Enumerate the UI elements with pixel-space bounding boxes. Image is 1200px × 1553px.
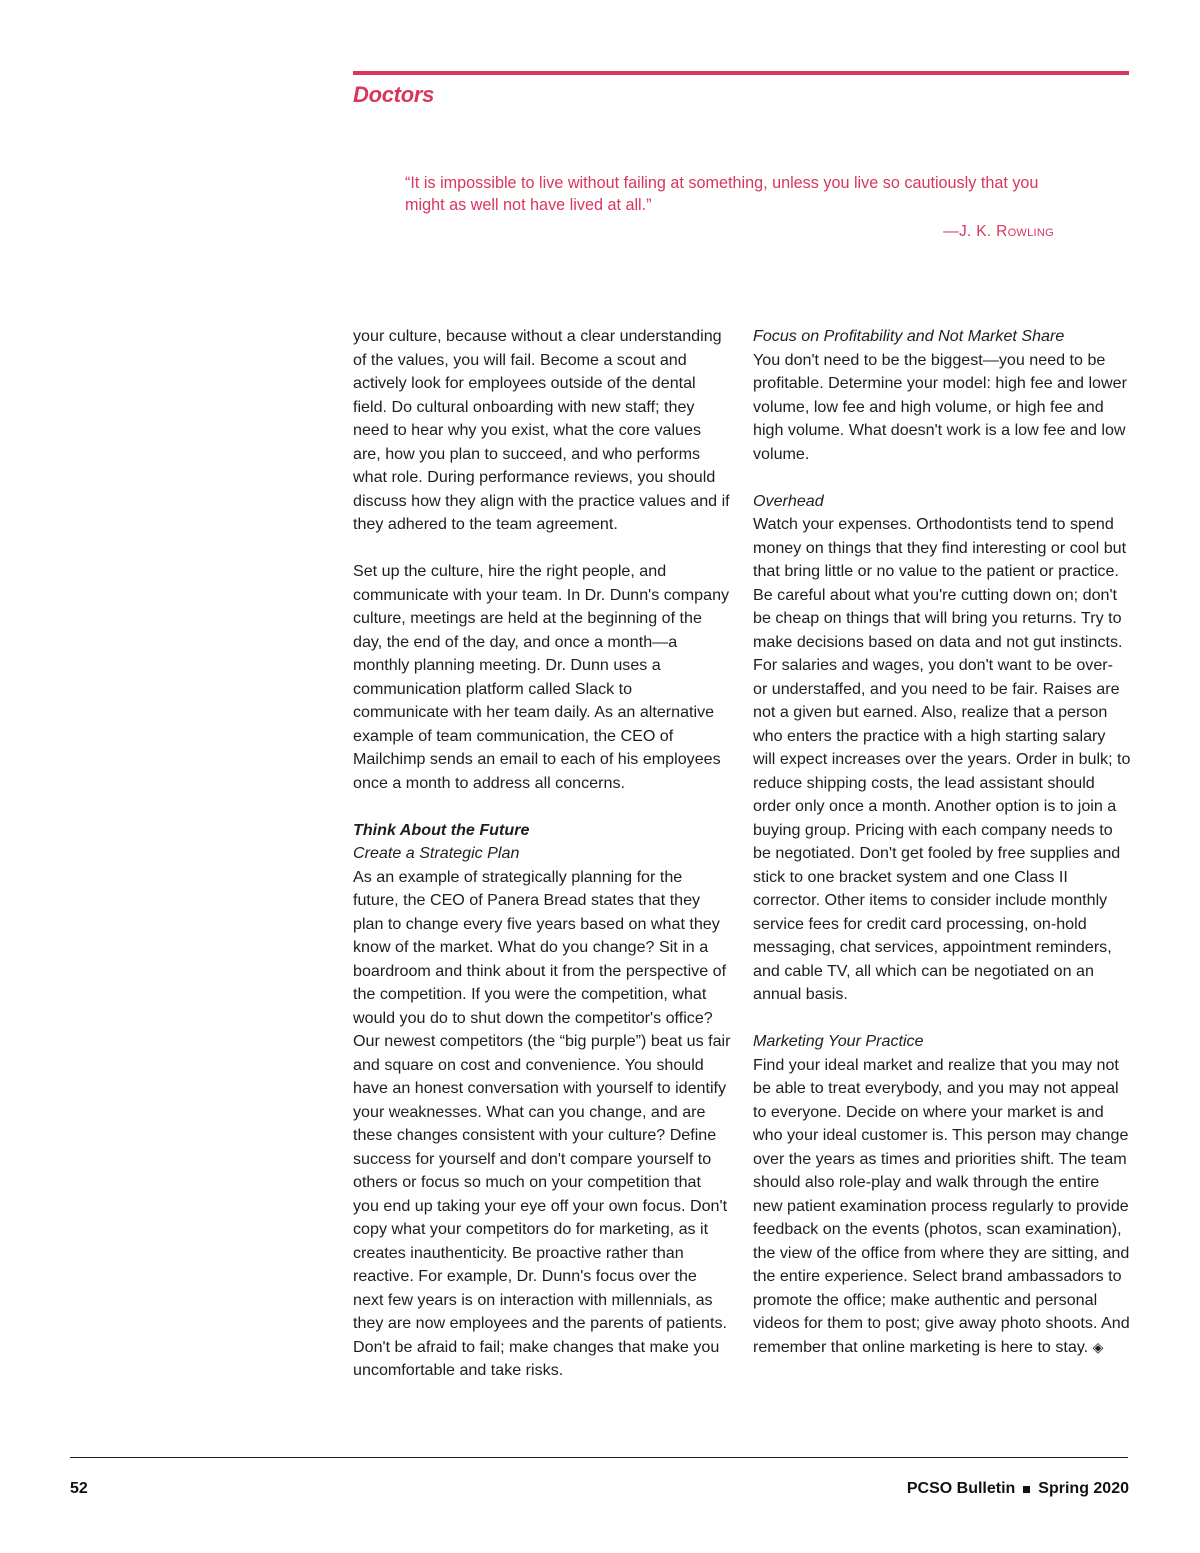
body-paragraph: Watch your expenses. Orthodontists tend to spend money on things that they find interesting or cool but that bring little or no value to the patient or practice. Be careful about what you're cutting down on; don't be cheap on things that will bring you returns. Try to make decisions based on data and not gut instincts. For salaries and wages, you don't want to be over- or understaffed, and you need to be fair. Raises are not a given but earned. Also, realize that a person who enters the practice with a high starting salary will expect increases over the years. Order in bulk; to reduce shipping costs, the lead assistant should order only once a month. Another option is to join a buying group. Pricing with each company needs to be negotiated. Don't get fooled by free supplies and stick to one bracket system and one Class II corrector. Other items to consider include monthly service fees for credit card processing, on-hold messaging, chat services, appointment reminders, and cable TV, all which can be negotiated on an annual basis.	[753, 515, 1131, 1003]
subheading: Marketing Your Practice	[753, 1032, 924, 1050]
body-paragraph: Set up the culture, hire the right people, and communicate with your team. In Dr. Dunn's company culture, meetings are held at the beginning of the day, the end of the day, and once a month—a monthly planning meeting. Dr. Dunn uses a communication platform called Slack to communicate with her team daily. As an alternative example of team communication, the CEO of Mailchimp sends an email to each of his employees once a month to address all concerns.	[353, 562, 730, 792]
pull-quote: “It is impossible to live without failing at something, unless you live so cautiously that you might as well not have lived at all.”	[405, 174, 1039, 214]
body-paragraph: As an example of strategically planning for the future, the CEO of Panera Bread states that they plan to change every five years based on what they know of the market. What do you change? Sit in a boardroom and think about it from the perspective of the competition. If you were the competition, what would you do to shut down the competitor's office? Our newest competitors (the “big purple”) beat us fair and square on cost and convenience. You should have an honest conversation with yourself to identify your weaknesses. What can you change, and are these changes consistent with your culture? Define success for yourself and don't compare yourself to others or focus so much on your competition that you end up taking your eye off your own focus. Don't copy what your competitors do for marketing, as it creates inauthenticity. Be proactive rather than reactive. For example, Dr. Dunn's focus over the next few years is on interaction with millennials, as they are now employees and the parents of patients. Don't be afraid to fail; make changes that make you uncomfortable and take risks.	[353, 867, 731, 1379]
article-column-left	[353, 325, 731, 1383]
section-top-rule	[353, 71, 1129, 75]
section-title: Doctors	[353, 82, 435, 107]
section-heading: Think About the Future	[353, 820, 530, 839]
publication-name: PCSO Bulletin	[906, 1480, 1016, 1497]
square-separator-icon	[1023, 1486, 1030, 1493]
body-paragraph	[753, 1054, 1131, 1360]
page-number: 52	[70, 1480, 88, 1497]
article-column-right	[753, 325, 1131, 1359]
subheading: Focus on Profitability and Not Market Share	[753, 327, 1065, 345]
body-paragraph-text: Find your ideal market and realize that you may not be able to treat everybody, and you may not appeal to everyone. Decide on where your market is and who your ideal customer is. This person may change over the years as times and priorities shift. The team should also role-play and walk through the entire new patient examination process regularly to provide feedback on the events (photos, scan examination), the view of the office from where they are sitting, and the entire experience. Select brand ambassadors to promote the office; make authentic and personal videos for them to post; give away photo shoots. And remember that online marketing is here to stay.	[753, 1055, 1130, 1356]
subheading: Overhead	[753, 491, 824, 510]
issue-date: Spring 2020	[1038, 1480, 1129, 1497]
quote-attribution: —J. K. Rowling	[943, 223, 1054, 240]
footer-publication	[907, 1480, 1129, 1498]
body-paragraph: You don't need to be the biggest—you need to be profitable. Determine your model: high fee and lower volume, low fee and high volume, or high fee and high volume. What doesn't work is a low fee and low volume.	[753, 350, 1127, 463]
body-paragraph: your culture, because without a clear understanding of the values, you will fail. Become a scout and actively look for employees outside of the dental field. Do cultural onboarding with new staff; they need to hear why you exist, what the core values are, how you plan to succeed, and who performs what role. During performance reviews, you should discuss how they align with the practice values and if they adhered to the team agreement.	[353, 327, 730, 533]
end-mark-icon: ◈	[1092, 1338, 1104, 1355]
subheading: Create a Strategic Plan	[353, 844, 520, 862]
footer-rule	[70, 1457, 1128, 1458]
